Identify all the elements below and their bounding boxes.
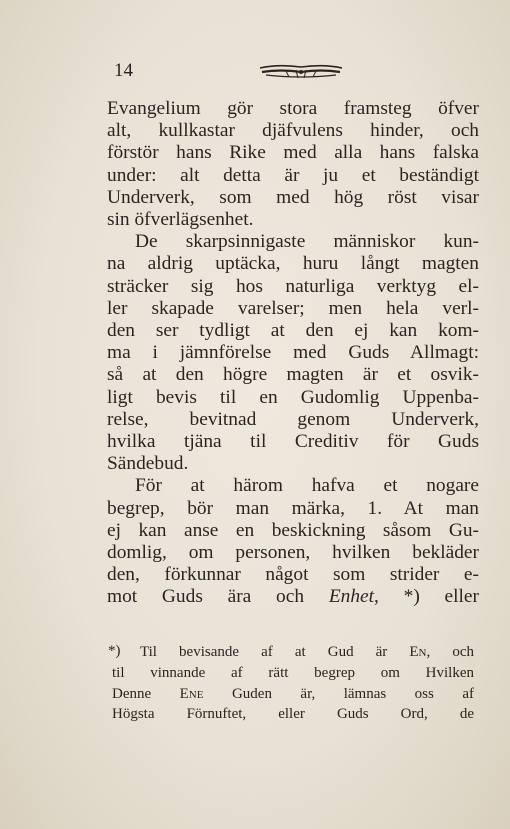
text-line: alt, kullkastar djäfvulens hinder, och	[107, 120, 479, 142]
footnote-marker: *)	[108, 643, 121, 659]
text-segment: , och	[426, 644, 474, 660]
text-line: förstör hans Rike med alla hans falska	[107, 142, 479, 164]
paragraph-2	[107, 231, 479, 475]
text-line: Evangelium gör stora framsteg öfver	[107, 98, 479, 119]
footnote-line	[112, 684, 474, 705]
text-line: ma i jämnförelse med Guds Allmagt:	[107, 342, 479, 364]
footnote-line	[112, 642, 474, 663]
text-line: den, förkunnar något som strider e-	[107, 564, 479, 586]
text-line: ler skapade varelser; men hela verl-	[107, 297, 479, 319]
text-line: För at härom hafva et nogare	[135, 475, 479, 497]
text-line: begrep, bör man märka, 1. At man	[107, 497, 479, 519]
text-line: De skarpsinnigaste människor kun-	[135, 231, 479, 253]
text-segment: Denne	[112, 685, 152, 702]
text-line: hvilka tjäna til Creditiv för Guds	[107, 431, 479, 453]
text-line-last	[107, 586, 479, 608]
text-segment: Guden är, lämnas oss af	[231, 685, 474, 702]
text-line: den ser tydligt at den ej kan kom-	[107, 320, 479, 342]
text-line: domlig, om personen, hvilken bekläder	[107, 542, 479, 564]
ornament-icon	[256, 62, 346, 82]
text-line: Sändebud.	[107, 453, 189, 475]
text-line: under: alt detta är ju et beständigt	[107, 164, 479, 186]
emphasis-text: Enhet	[328, 586, 375, 608]
text-segment: mot Guds ära och	[107, 586, 305, 608]
text-line: ej kan anse en beskickning såsom Gu-	[107, 519, 479, 541]
text-line: så at den högre magten är et osvik-	[107, 364, 479, 386]
footnote-line: til vinnande af rätt begrep om Hvilken	[112, 664, 474, 681]
text-line: na aldrig uptäcka, huru långt magten	[107, 253, 479, 275]
small-caps-text: Ene	[179, 685, 204, 702]
footnote	[108, 642, 474, 725]
paragraph-3	[107, 475, 479, 608]
paragraph-1	[107, 98, 479, 231]
text-segment: Til bevisande af at Gud är	[140, 644, 388, 660]
text-line: relse, bevitnad genom Underverk,	[107, 408, 479, 430]
body-text	[107, 98, 479, 609]
page-number: 14	[114, 60, 133, 81]
text-segment: , *) eller	[374, 586, 479, 608]
text-line: Underverk, som med hög röst visar	[107, 186, 479, 208]
text-line: sträcker sig hos naturliga verktyg el-	[107, 275, 479, 297]
text-line: ligt bevis til en Gudomlig Uppenba-	[107, 386, 479, 408]
text-line: sin öfverlägsenhet.	[107, 209, 254, 231]
small-caps-text: En	[409, 644, 427, 660]
footnote-line: Högsta Förnuftet, eller Guds Ord, de	[112, 706, 474, 723]
